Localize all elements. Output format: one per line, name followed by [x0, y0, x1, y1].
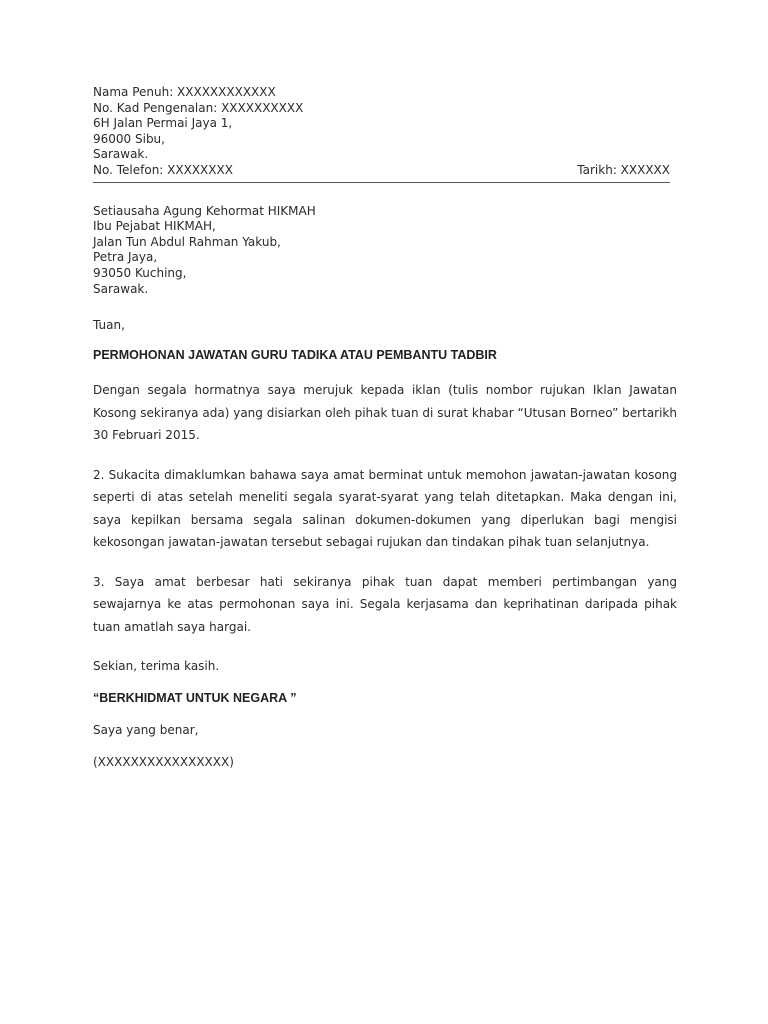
signature-name: (XXXXXXXXXXXXXXXX) [93, 755, 234, 770]
body-paragraph: Dengan segala hormatnya saya merujuk kepada iklan (tulis nombor rujukan Iklan Jawatan Kosong sekiranya ada) yang disiarkan oleh pihak tuan di surat khabar “Utusan Borneo” bertarikh 30 Februari 2015. [93, 383, 677, 443]
salutation: Tuan, [93, 318, 125, 333]
letter-date: Tarikh: XXXXXX [577, 162, 670, 177]
sender-ic-number: No. Kad Pengenalan: XXXXXXXXXX [93, 100, 304, 115]
sender-address-line: 96000 Sibu, [93, 131, 165, 146]
recipient-line: Setiausaha Agung Kehormat HIKMAH [93, 203, 316, 218]
sender-address-line: Sarawak. [93, 147, 149, 162]
motto: “BERKHIDMAT UNTUK NEGARA ” [93, 691, 297, 706]
letter-page [93, 85, 677, 770]
sender-block [93, 85, 677, 183]
recipient-line: Jalan Tun Abdul Rahman Yakub, [93, 234, 281, 249]
sender-phone: No. Telefon: XXXXXXXX [93, 162, 233, 177]
letter-subject: PERMOHONAN JAWATAN GURU TADIKA ATAU PEMBANTU TADBIR [93, 348, 497, 363]
recipient-line: 93050 Kuching, [93, 265, 187, 280]
closing-line: Sekian, terima kasih. [93, 659, 220, 674]
sender-address-line: 6H Jalan Permai Jaya 1, [93, 116, 233, 131]
sender-phone-date-row [93, 163, 670, 179]
body-paragraph: 2. Sukacita dimaklumkan bahawa saya amat berminat untuk memohon jawatan-jawatan kosong seperti di atas setelah meneliti segala syarat-syarat yang telah ditetapkan. Maka dengan ini, saya kepilkan bersama segala salinan dokumen-dokumen yang diperlukan bagi mengisi kekosongan jawatan-jawatan tersebut sebagai rujukan dan tindakan pihak tuan selanjutnya. [93, 467, 677, 550]
body-paragraph: 3. Saya amat berbesar hati sekiranya pihak tuan dapat memberi pertimbangan yang sewajarnya ke atas permohonan saya ini. Segala kerjasama dan keprihatinan daripada pihak tuan amatlah saya hargai. [93, 574, 677, 634]
recipient-line: Petra Jaya, [93, 250, 158, 265]
recipient-line: Sarawak. [93, 281, 149, 296]
recipient-line: Ibu Pejabat HIKMAH, [93, 219, 216, 234]
recipient-block [93, 204, 677, 298]
sender-name: Nama Penuh: XXXXXXXXXXXX [93, 85, 276, 99]
header-separator [93, 182, 670, 183]
signoff: Saya yang benar, [93, 723, 199, 738]
